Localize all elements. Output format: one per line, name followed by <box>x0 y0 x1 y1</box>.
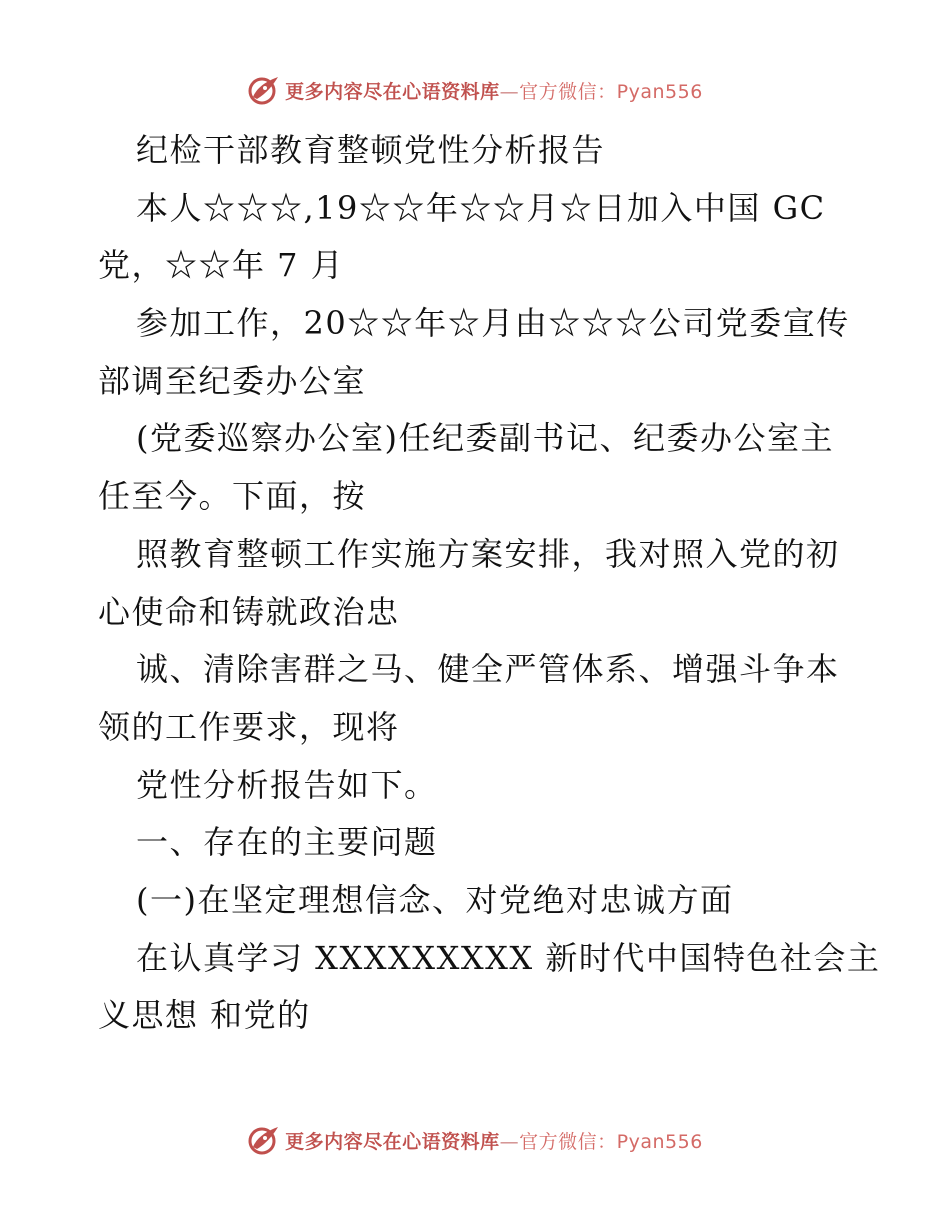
pen-nib-logo-icon <box>247 73 281 107</box>
document-body <box>98 122 881 1045</box>
paragraph-line: 诚、清除害群之马、健全严管体系、增强斗争本 <box>136 650 840 689</box>
paragraph-line: 党，☆☆年 7 月 <box>98 246 345 285</box>
paragraph-line: 照教育整顿工作实施方案安排，我对照入党的初 <box>136 534 840 573</box>
paragraph-line: 参加工作，20☆☆年☆月由☆☆☆公司党委宣传 <box>136 304 850 343</box>
banner-site-name: 更多内容尽在心语资料库 <box>285 80 500 103</box>
banner-wechat: 官方微信：Pyan556 <box>519 1130 703 1153</box>
footer-banner-text <box>285 1127 703 1154</box>
paragraph-line: 任至今。下面，按 <box>98 477 367 516</box>
paragraph-line: 部调至纪委办公室 <box>98 361 367 400</box>
banner-separator: — <box>499 1130 520 1153</box>
banner-separator: — <box>499 80 520 103</box>
footer-banner <box>0 1122 950 1158</box>
header-banner <box>0 72 950 108</box>
pen-nib-logo-icon <box>247 1123 281 1157</box>
document-title: 纪检干部教育整顿党性分析报告 <box>136 131 606 169</box>
paragraph-line: 党性分析报告如下。 <box>136 765 438 804</box>
paragraph-line: (党委巡察办公室)任纪委副书记、纪委办公室主 <box>136 419 834 458</box>
paragraph-line: 在认真学习 XXXXXXXXX 新时代中国特色社会主 <box>136 938 881 977</box>
paragraph-line: 义思想 和党的 <box>98 996 311 1035</box>
subsection-heading: (一)在坚定理想信念、对党绝对忠诚方面 <box>136 880 734 919</box>
banner-wechat: 官方微信：Pyan556 <box>519 80 703 103</box>
paragraph-line: 本人☆☆☆,19☆☆年☆☆月☆日加入中国 GC <box>136 188 826 227</box>
section-heading: 一、存在的主要问题 <box>136 823 438 862</box>
header-banner-text <box>285 77 703 104</box>
paragraph-line: 领的工作要求，现将 <box>98 707 400 746</box>
paragraph-line: 心使命和铸就政治忠 <box>98 592 400 631</box>
banner-site-name: 更多内容尽在心语资料库 <box>285 1130 500 1153</box>
